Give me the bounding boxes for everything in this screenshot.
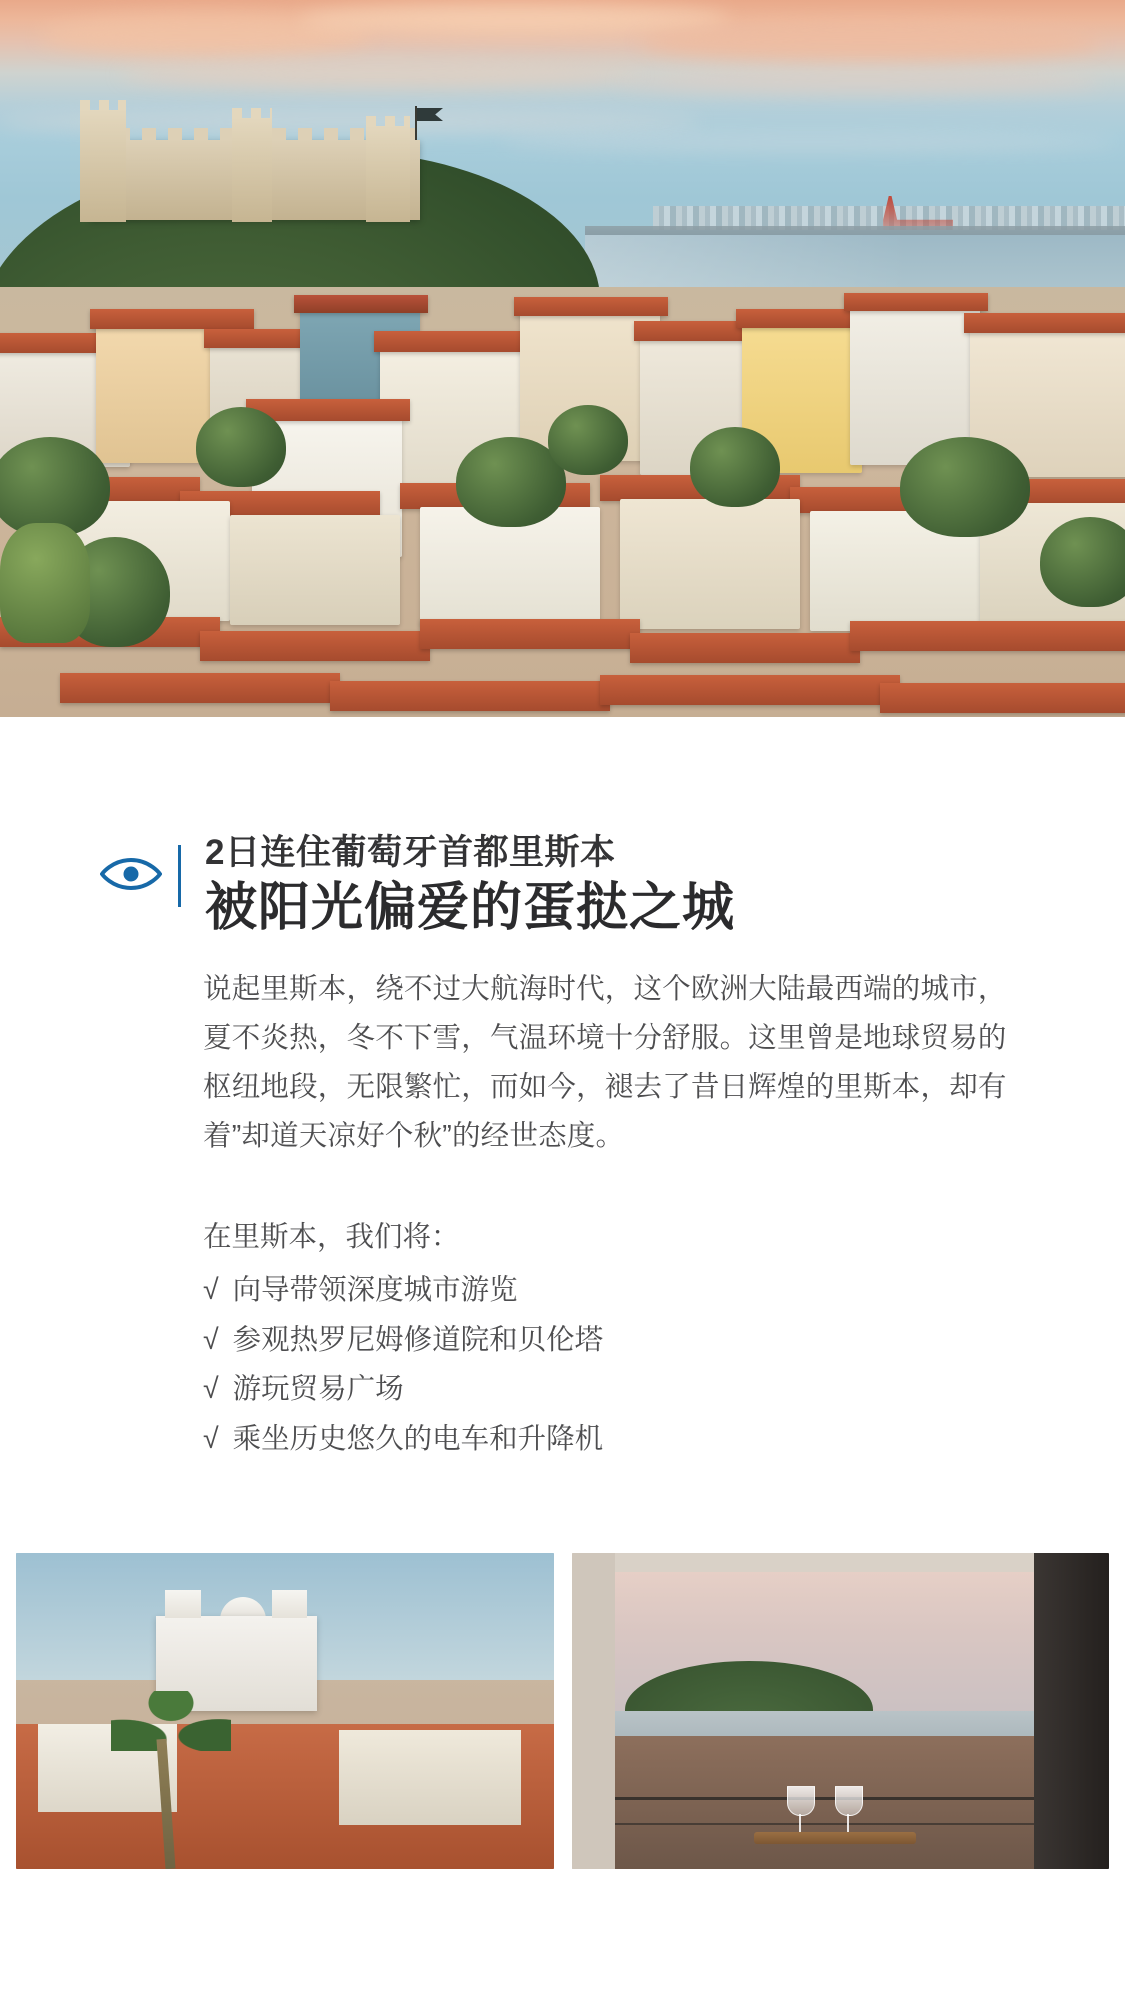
window-rooftops [615,1736,1034,1869]
page-title: 被阳光偏爱的蛋挞之城 [205,878,736,937]
castle-tower [366,126,410,222]
title-divider [178,845,181,907]
cloud-shape [300,4,730,34]
highlights-list [203,1266,1025,1466]
check-icon: √ [203,1373,219,1406]
photo-gallery [16,1553,1109,1869]
window-frame-left [572,1553,615,1869]
list-item-label: 游玩贸易广场 [232,1373,404,1406]
tree-shape [1040,517,1125,607]
tree-shape [900,437,1030,537]
list-item [203,1266,1025,1316]
building-block [339,1730,522,1825]
roof-tile [630,633,860,663]
list-item-label: 向导带领深度城市游览 [232,1273,518,1306]
roof-tile [844,293,988,311]
list-item [203,1316,1025,1366]
castle-tower [232,118,272,222]
tree-shape [0,523,90,643]
city-rooftops [0,287,1125,717]
list-item [203,1365,1025,1415]
wooden-table [754,1832,915,1844]
article-body: 说起里斯本，绕不过大航海时代，这个欧洲大陆最西端的城市，夏不炎热，冬不下雪，气温环境十分舒服。这里曾是地球贸易的枢纽地段，无限繁忙，而如今，褪去了昔日辉煌的里斯本，却有着”却道天凉好个秋”的经世态度。 [203,973,1007,1153]
roof-tile [90,309,254,329]
rooftop-cluster [0,287,1125,717]
list-item [203,1415,1025,1465]
roof-tile [880,683,1125,713]
balcony-rail [615,1823,1034,1825]
window-frame-right [1034,1553,1109,1869]
gallery-image-right [572,1553,1110,1869]
tree-shape [690,427,780,507]
wine-glass [787,1786,813,1832]
article-subtitle: 2日连住葡萄牙首都里斯本 [205,833,616,872]
list-item-label: 参观热罗尼姆修道院和贝伦塔 [232,1323,604,1356]
balcony-rail [615,1797,1034,1800]
building-block [230,515,400,625]
check-icon: √ [203,1323,219,1356]
tree-shape [548,405,628,475]
list-item-label: 乘坐历史悠久的电车和升降机 [232,1423,604,1456]
eye-icon-wrap [100,831,176,891]
palm-fronds [111,1691,231,1751]
tree-shape [196,407,286,487]
wine-glass [835,1786,861,1832]
title-group [205,831,1025,939]
roof-tile [420,619,640,649]
cloud-shape [500,132,1120,152]
cloud-shape [640,22,1100,62]
hero-image [0,0,1125,717]
cloud-shape [120,62,640,88]
window-frame-top [572,1553,1110,1572]
castle-tower [80,110,126,222]
tree-shape [0,437,110,537]
heading-row [100,831,1025,939]
list-intro: 在里斯本，我们将： [203,1221,460,1254]
roof-tile [60,673,340,703]
castle-flag [415,106,417,140]
roof-tile [294,295,428,313]
check-icon: √ [203,1273,219,1306]
roof-tile [850,621,1125,651]
text-block [0,831,1125,1465]
roof-tile [600,675,900,705]
roof-tile [514,297,668,316]
article-content [0,831,1125,1869]
eye-icon [100,857,162,891]
roof-tile [200,631,430,661]
roof-tile [330,681,610,711]
gallery-image-left [16,1553,554,1869]
check-icon: √ [203,1423,219,1456]
building-block [620,499,800,629]
roof-tile [374,331,538,352]
cloud-shape [620,70,1100,94]
roof-tile [964,313,1125,333]
